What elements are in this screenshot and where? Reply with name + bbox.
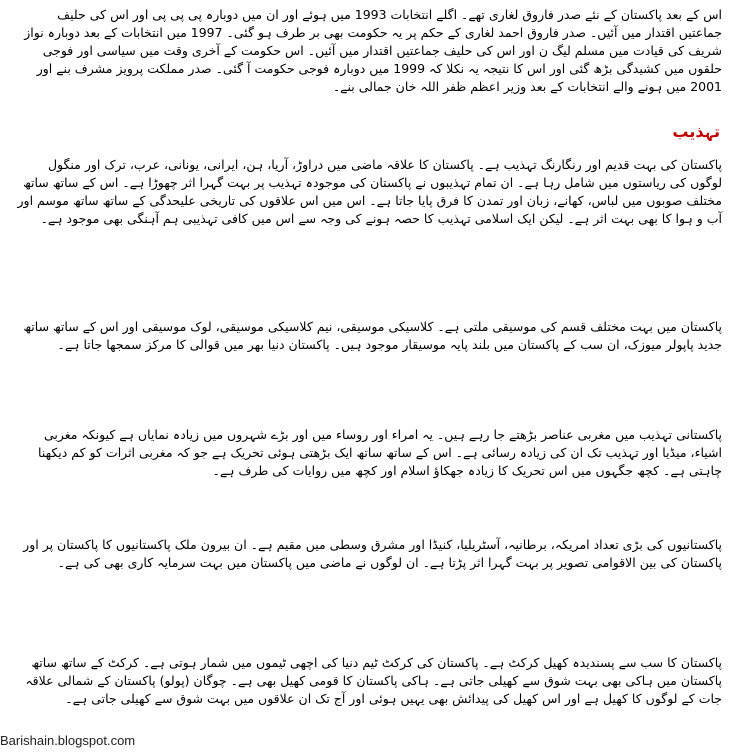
blog-watermark: Barishain.blogspot.com: [0, 733, 136, 748]
paragraph-western-influence: پاکستانی تہذیب میں مغربی عناصر بڑھتے جا رہے ہیں۔ یہ امراء اور روساء میں اور بڑے شہروں میں زیادہ نمایاں ہے کیونکہ مغربی اشیاء، میڈیا اور تہذیب تک ان کی زیادہ رسائی ہے۔ اس کے ساتھ ساتھ ایک بڑھتی ہوئی تحریک ہے جو کہ مغربی اثرات کو کم دیکھنا چاہتی ہے۔ کچھ جگہوں میں اس تحریک کا زیادہ جھکاؤ اسلام اور کچھ میں روایات کی طرف ہے۔: [38, 427, 722, 478]
paragraph-politics: اس کے بعد پاکستان کے نئے صدر فاروق لغاری تھے۔ اگلے انتخابات 1993 میں ہوئے اور ان میں دوبارہ پی پی پی اور اس کی حلیف جماعتیں اقتدار میں آئیں۔ صدر فاروق احمد لغاری کے حکم پر یہ حکومت بھی بر طرف ہو گئی۔ 1997 میں انتخابات کے بعد دوبارہ نواز شریف کی قیادت میں مسلم لیگ ن اور اس کی حلیف جماعتیں اقتدار میں آئیں۔ اس حکومت کے آخری وقت میں سیاسی اور فوجی حلقوں میں کشیدگی بڑھ گئی اور اس کا نتیجہ یہ نکلا کہ 1999 میں دوبارہ فوجی حکومت آ گئی۔ صدر مملکت پرویز مشرف بنے اور 2001 میں ہونے والے انتخابات کے بعد وزیر اعظم ظفر اللہ خان جمالی بنے۔: [24, 7, 722, 94]
paragraph-music: پاکستان میں بہت مختلف قسم کی موسیقی ملتی ہے۔ کلاسیکی موسیقی، نیم کلاسیکی موسیقی، لوک موسیقی اور اس کے ساتھ ساتھ جدید پاپولر میوزک، ان سب کے پاکستان میں بلند پایہ موسیقار موجود ہیں۔ پاکستان دنیا بھر میں قوالی کا مرکز سمجھا جاتا ہے۔: [23, 319, 722, 352]
paragraph-diaspora: پاکستانیوں کی بڑی تعداد امریکہ، برطانیہ، آسٹریلیا، کنیڈا اور مشرق وسطی میں مقیم ہے۔ ان بیرون ملک پاکستانیوں کا پاکستان پر اور پاکستان کی بین الاقوامی تصویر پر بہت گہرا اثر پڑتا ہے۔ ان لوگوں نے ماضی میں پاکستان میں بہت سرمایہ کاری بھی کی ہے۔: [23, 537, 722, 570]
section-heading-culture: تہذیب: [672, 122, 720, 141]
paragraph-sports: پاکستان کا سب سے پسندیدہ کھیل کرکٹ ہے۔ پاکستان کی کرکٹ ٹیم دنیا کی اچھی ٹیموں میں شمار ہوتی ہے۔ کرکٹ کے ساتھ ساتھ پاکستان میں ہاکی بھی بہت شوق سے کھیلی جاتی ہے۔ ہاکی پاکستان کا قومی کھیل بھی ہے۔ چوگان (پولو) پاکستان کے شمالی علاقہ جات کے لوگوں کا کھیل ہے اور اس کھیل کی پیدائش بھی یہیں ہوئی اور آج تک ان علاقوں میں بہت شوق سے کھیلی جاتی ہے۔: [25, 655, 722, 706]
paragraph-culture: پاکستان کی بہت قدیم اور رنگارنگ تہذیب ہے۔ پاکستان کا علاقہ ماضی میں دراوڑ، آریا، ہن، ایرانی، یونانی، عرب، ترک اور منگول لوگوں کی ریاستوں میں شامل رہا ہے۔ ان تمام تہذیبوں نے پاکستان کی موجودہ تہذیب پر بہت گہرا اثر چھوڑا ہے۔ اس کے ساتھ ساتھ مختلف صوبوں میں لباس، کھانے، زبان اور تمدن کا فرق پایا جاتا ہے۔ اس میں اس علاقوں کی تاریخی علیحدگی کے ساتھ ساتھ موسم اور آب و ہوا کا بھی بہت اثر ہے۔ لیکن ایک اسلامی تہذیب کا حصہ ہونے کی وجہ سے اس میں کافی تہذیبی ہم آہنگی بھی موجود ہے۔: [17, 157, 722, 226]
article: [6, 0, 726, 752]
